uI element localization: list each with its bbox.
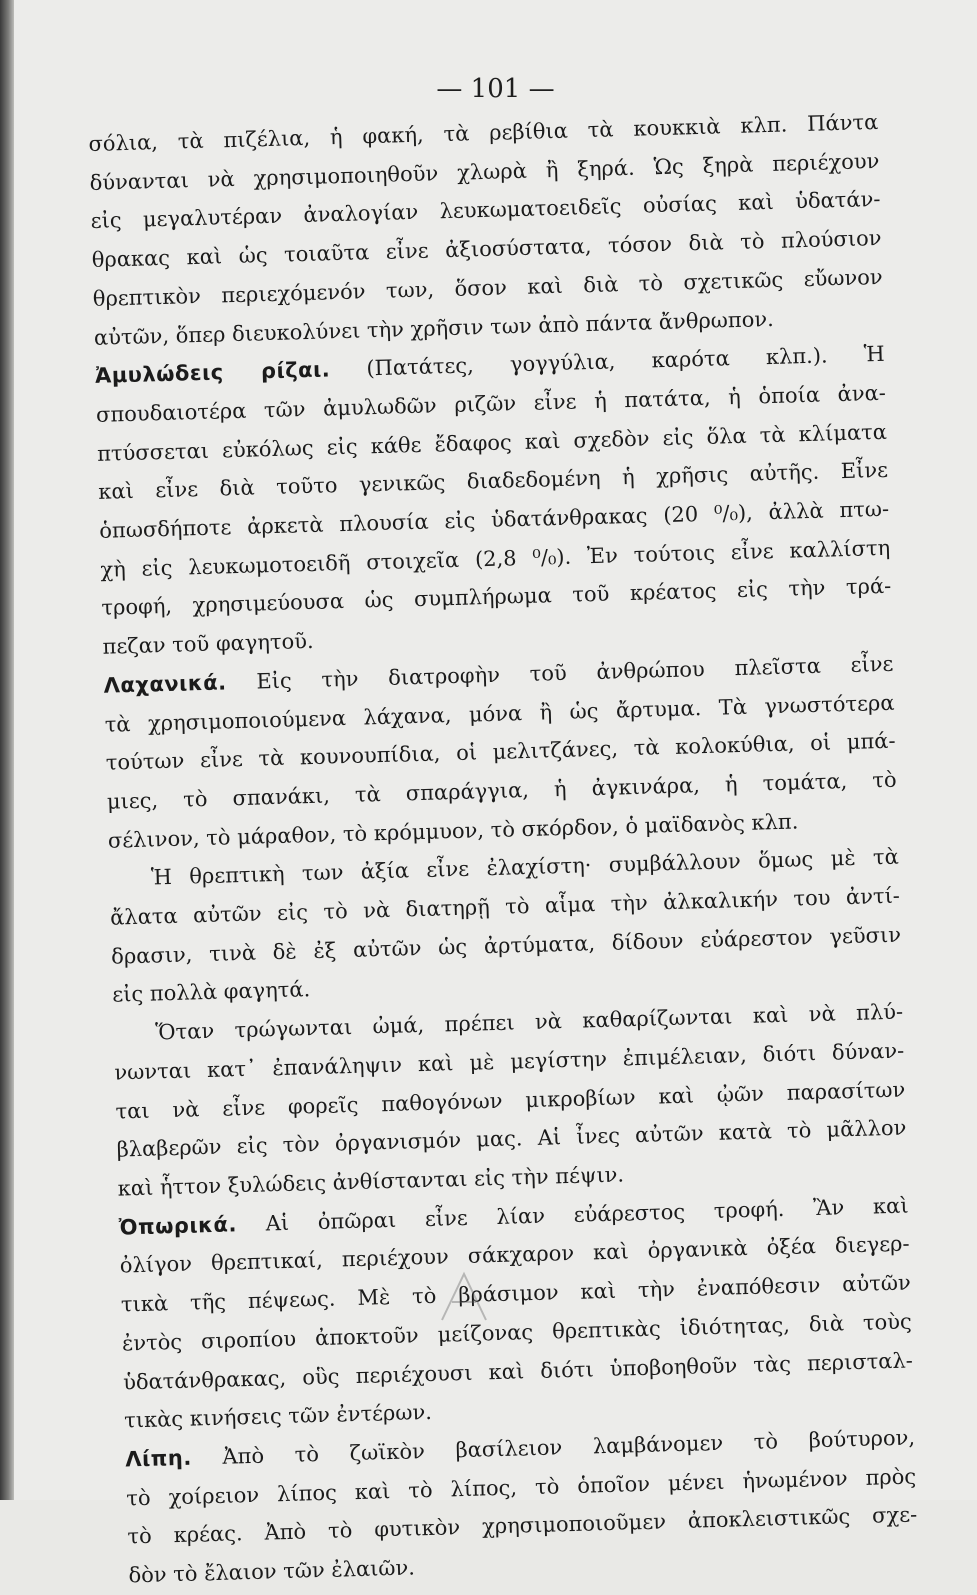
- line-text: σόλια, τὰ πιζέλια, ἡ φακή, τὰ ρεβίθια τὰ κουκκιὰ κλπ. Πάντα: [88, 109, 879, 156]
- section-heading: Λίπη.: [124, 1445, 193, 1472]
- line-text: τὸ χοίρειον λίπος καὶ τὸ λίπος, τὸ ὁποῖον μένει ἡνωμένον πρὸς: [126, 1464, 917, 1511]
- line-text: (Πατάτες, γογγύλια, καρότα κλπ.). Ἡ: [329, 342, 886, 382]
- page-number: — 101 —: [436, 74, 555, 104]
- scanned-page: [14, 0, 977, 1588]
- line-text: δύνανται νὰ χρησιμοποιηθοῦν χλωρὰ ἢ ξηρά. Ὡς ξηρὰ περιέχουν: [89, 148, 880, 195]
- line-text: ὑδατάνθρακας, οὓς περιέχουσι καὶ διότι ὑποβοηθοῦν τὰς περισταλ-: [122, 1347, 914, 1395]
- line-text: τικὰς κινήσεις τῶν ἐντέρων.: [123, 1400, 433, 1433]
- page-left-edge: [0, 0, 14, 1500]
- line-text: ὁπωσδήποτε ἀρκετὰ πλουσία εἰς ὑδατάνθρακας (20 ⁰/₀), ἀλλὰ πτω-: [99, 496, 890, 543]
- line-text: εἰς πολλὰ φαγητά.: [111, 977, 311, 1008]
- line-text: πτύσσεται εὐκόλως εἰς κάθε ἔδαφος καὶ σχεδὸν εἰς ὅλα τὰ κλίματα: [96, 419, 888, 466]
- line-text: θρακας καὶ ὡς τοιαῦτα εἶνε ἀξιοσύστατα, τόσον διὰ τὸ πλούσιον: [91, 226, 882, 273]
- line-text: δὸν τὸ ἔλαιον τῶν ἐλαιῶν.: [128, 1555, 416, 1588]
- line-text: πεζαν τοῦ φαγητοῦ.: [102, 629, 314, 659]
- pencil-mark-icon: [434, 1268, 494, 1328]
- line-text: Ἡ θρεπτικὴ των ἀξία εἶνε ἐλαχίστη· συμβάλλουν ὅμως μὲ τὰ: [150, 845, 900, 890]
- line-text: Εἰς τὴν διατροφὴν τοῦ ἀνθρώπου πλεῖστα εἶνε: [226, 651, 894, 695]
- line-text: σπουδαιοτέρα τῶν ἀμυλωδῶν ριζῶν εἶνε ἡ πατάτα, ἡ ὁποία ἀνα-: [95, 380, 887, 427]
- line-text: καὶ ἧττον ξυλώδεις ἀνθίστανται εἰς τὴν πέψιν.: [117, 1162, 625, 1201]
- line-text: θρεπτικὸν περιεχόμενόν των, ὅσον καὶ διὰ τὸ σχετικῶς εὔωνον: [92, 264, 883, 311]
- line-text: σέλινον, τὸ μάραθον, τὸ κρόμμυον, τὸ σκόρδον, ὁ μαϊδανὸς κλπ.: [107, 809, 799, 853]
- line-text: τὸ κρέας. Ἀπὸ τὸ φυτικὸν χρησιμοποιοῦμεν ἀποκλειστικῶς σχε-: [127, 1502, 918, 1549]
- line-text: τὰ χρησιμοποιούμενα λάχανα, μόνα ἢ ὡς ἄρτυμα. Τὰ γνωστότερα: [104, 690, 895, 737]
- line-text: Ἀπὸ τὸ ζωϊκὸν βασίλειον λαμβάνομεν τὸ βούτυρον,: [191, 1425, 916, 1470]
- line-text: Αἱ ὀπῶραι εἶνε λίαν εὐάρεστος τροφή. Ἂν καὶ: [236, 1193, 909, 1236]
- line-text: νωνται κατ᾽ ἐπανάληψιν καὶ μὲ μεγίστην ἐπιμέλειαν, διότι δύναν-: [114, 1038, 905, 1085]
- line-text: τροφή, χρησιμεύουσα ὡς συμπλήρωμα τοῦ κρέατος εἰς τὴν τρά-: [101, 574, 892, 621]
- line-text: μιες, τὸ σπανάκι, τὰ σπαράγγια, ἡ ἀγκινάρα, ἡ τομάτα, τὸ: [106, 767, 897, 814]
- line-text: αὐτῶν, ὅπερ διευκολύνει τὴν χρῆσιν των ἀπὸ πάντα ἄνθρωπον.: [93, 306, 775, 350]
- line-text: βλαβερῶν εἰς τὸν ὀργανισμόν μας. Αἱ ἶνες αὐτῶν κατὰ τὸ μᾶλλον: [116, 1115, 907, 1162]
- line-text: ὀλίγον θρεπτικαί, περιέχουν σάκχαρον καὶ ὀργανικὰ ὀξέα διεγερ-: [119, 1231, 910, 1278]
- line-text: δρασιν, τινὰ δὲ ἐξ αὐτῶν ὡς ἀρτύματα, δίδουν εὐάρεστον γεῦσιν: [110, 922, 902, 969]
- line-text: ται νὰ εἶνε φορεῖς παθογόνων μικροβίων καὶ ᾠῶν παρασίτων: [115, 1077, 906, 1124]
- line-text: καὶ εἶνε διὰ τοῦτο γενικῶς διαδεδομένη ἡ χρῆσις αὐτῆς. Εἶνε: [97, 458, 889, 505]
- line-text: ἄλατα αὐτῶν εἰς τὸ νὰ διατηρῇ τὸ αἷμα τὴν ἀλκαλικήν του ἀντί-: [109, 883, 901, 930]
- body-text: [88, 103, 919, 1595]
- section-heading: Λαχανικά.: [103, 670, 227, 698]
- line-text: τούτων εἶνε τὰ κουνουπίδια, οἱ μελιτζάνες, τὰ κολοκύθια, οἱ μπά-: [105, 728, 896, 775]
- line-text: τικὰ τῆς πέψεως. Μὲ τὸ βράσιμον καὶ τὴν ἐναπόθεσιν αὐτῶν: [120, 1270, 911, 1317]
- line-text: Ὅταν τρώγωνται ὠμά, πρέπει νὰ καθαρίζωνται καὶ νὰ πλύ-: [155, 999, 904, 1045]
- line-text: χὴ εἰς λευκωμοτοειδῆ στοιχεῖα (2,8 ⁰/₀). Ἐν τούτοις εἶνε καλλίστη: [100, 535, 891, 582]
- section-heading: Ὀπωρικά.: [118, 1211, 238, 1240]
- line-text: ἐντὸς σιροπίου ἀποκτοῦν μείζονας θρεπτικὰς ἰδιότητας, διὰ τοὺς: [121, 1309, 913, 1356]
- section-heading: Ἀμυλώδεις ρίζαι.: [94, 357, 331, 389]
- line-text: εἰς μεγαλυτέραν ἀναλογίαν λευκωματοειδεῖς οὐσίας καὶ ὑδατάν-: [90, 187, 881, 234]
